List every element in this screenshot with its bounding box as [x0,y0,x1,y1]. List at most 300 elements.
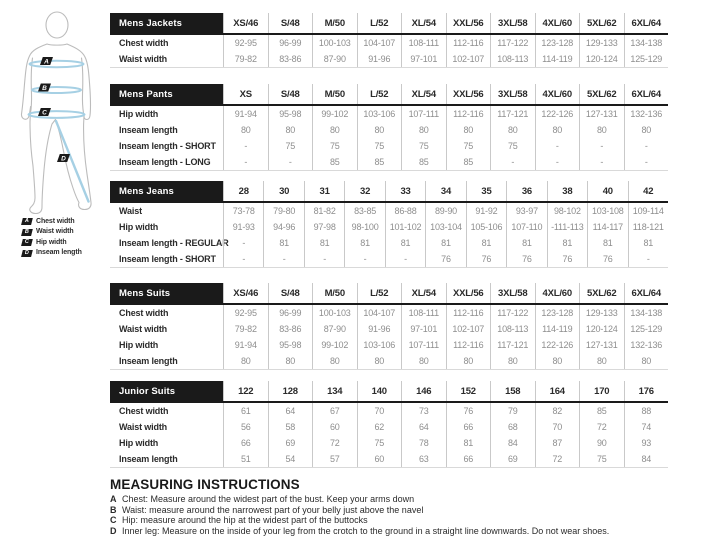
value-cell: 129-133 [579,35,624,51]
badge-inseam [57,154,70,162]
value-cell: 66 [446,451,491,467]
value-cell: - [268,154,313,170]
value-cell: 125-129 [624,51,669,67]
value-cell: 80 [268,353,313,369]
value-cell: 80 [535,122,580,138]
value-cell: 120-124 [579,51,624,67]
value-cell: 114-117 [587,219,627,235]
value-cell: 72 [535,451,580,467]
value-cell: 108-113 [490,51,535,67]
size-header: 152 [446,381,491,401]
row-label: Inseam length - LONG [119,157,211,167]
value-cell: 97-98 [304,219,344,235]
value-cell: 84 [624,451,669,467]
table-row [110,203,668,219]
legend-badge-letter: C [25,238,29,245]
value-cell: 58 [268,419,313,435]
legend-badge [21,218,33,225]
value-cell: 81 [587,235,627,251]
size-header: 42 [628,181,668,201]
table-header-row [110,181,668,203]
svg-text:A: A [44,58,49,66]
figure-inner-arm-right [82,58,84,113]
size-header: 176 [624,381,669,401]
value-cell: 81 [446,435,491,451]
value-cell: 81 [466,235,506,251]
value-cell: - [223,154,268,170]
value-cell: - [579,154,624,170]
row-label: Inseam length - SHORT [119,254,216,264]
legend-item-chest-width [22,216,82,227]
value-cell: 80 [357,122,402,138]
value-cell: 81 [263,235,303,251]
value-cell: 134-138 [624,35,669,51]
table-row [110,403,668,419]
size-header: 3XL/58 [490,13,535,33]
value-cell: - [223,235,263,251]
value-cell: 80 [579,122,624,138]
legend-label: Hip width [36,238,67,246]
value-cell: 91-96 [357,51,402,67]
svg-text:B: B [42,84,47,92]
value-cell: 94-96 [263,219,303,235]
size-header: XS/46 [223,13,268,33]
table-row [110,353,668,369]
value-cell: 81 [385,235,425,251]
value-cell: 98-100 [344,219,384,235]
size-header: XXL/56 [446,13,491,33]
value-cell: 68 [490,419,535,435]
size-header: 4XL/60 [535,283,580,303]
value-cell: 90 [579,435,624,451]
value-cell: - [579,138,624,154]
size-header: 170 [579,381,624,401]
value-cell: 122-126 [535,106,580,122]
value-cell: 89-90 [425,203,465,219]
value-cell: 66 [223,435,268,451]
table-row [110,337,668,353]
size-header: 122 [223,381,268,401]
value-cell: 97-101 [401,321,446,337]
value-cell: - [344,251,384,267]
value-cell: 123-128 [535,305,580,321]
value-cell: 92-95 [223,305,268,321]
value-cell: 79-82 [223,321,268,337]
instruction-text: Waist: measure around the narrowest part of your belly just above the navel [122,504,424,515]
size-header: L/52 [357,84,402,104]
value-cell: 75 [490,138,535,154]
row-label: Waist width [119,54,168,64]
value-cell: 54 [268,451,313,467]
value-cell: 114-119 [535,51,580,67]
size-header: 134 [312,381,357,401]
value-cell: 91-96 [357,321,402,337]
value-cell: 80 [268,122,313,138]
size-table-junior-suits [110,381,668,468]
value-cell: 80 [446,353,491,369]
table-row [110,122,668,138]
value-cell: 101-102 [385,219,425,235]
table-row [110,251,668,267]
size-header: 6XL/64 [624,13,669,33]
value-cell: 79-80 [263,203,303,219]
legend-badge [21,229,33,236]
value-cell: 87-90 [312,321,357,337]
value-cell: - [628,251,668,267]
size-header: L/52 [357,283,402,303]
table-title: Mens Jeans [110,181,223,201]
value-cell: 75 [312,138,357,154]
value-cell: 132-136 [624,337,669,353]
size-header: 31 [304,181,344,201]
value-cell: 80 [535,353,580,369]
value-cell: 134-138 [624,305,669,321]
value-cell: - [624,138,669,154]
table-title: Junior Suits [110,381,223,401]
size-header: 30 [263,181,303,201]
value-cell: - [624,154,669,170]
instruction-line-b [110,505,690,516]
figure-legend [22,216,82,258]
value-cell: 76 [587,251,627,267]
svg-text:C: C [42,109,47,117]
legend-label: Waist width [36,228,74,236]
legend-label: Chest width [36,217,75,225]
size-header: XL/54 [401,84,446,104]
value-cell: 112-116 [446,35,491,51]
size-header: S/48 [268,84,313,104]
legend-item-waist-width [22,227,82,238]
instruction-line-d [110,526,690,537]
row-label: Inseam length [119,356,178,366]
value-cell: 98-102 [547,203,587,219]
badge-hip [38,108,51,116]
value-cell: 57 [312,451,357,467]
legend-item-hip-width [22,237,82,248]
value-cell: 80 [357,353,402,369]
table-header-row [110,13,668,35]
legend-badge-letter: A [25,217,29,224]
value-cell: 91-93 [223,219,263,235]
table-row [110,35,668,51]
value-cell: 91-94 [223,106,268,122]
value-cell: 100-103 [312,305,357,321]
table-row [110,305,668,321]
size-header: 35 [466,181,506,201]
row-label: Inseam length [119,125,178,135]
value-cell: 99-102 [312,337,357,353]
value-cell: - [223,251,263,267]
table-title: Mens Suits [110,283,223,303]
size-header: 146 [401,381,446,401]
value-cell: 80 [312,353,357,369]
size-header: 40 [587,181,627,201]
value-cell: 123-128 [535,35,580,51]
value-cell: 86-88 [385,203,425,219]
size-header: M/50 [312,13,357,33]
value-cell: 127-131 [579,337,624,353]
value-cell: 129-133 [579,305,624,321]
value-cell: 103-108 [587,203,627,219]
value-cell: - [535,138,580,154]
value-cell: 108-111 [401,35,446,51]
row-label: Chest width [119,38,169,48]
value-cell: 80 [490,122,535,138]
value-cell: 95-98 [268,337,313,353]
value-cell: 103-104 [425,219,465,235]
value-cell: 103-106 [357,337,402,353]
value-cell: 105-106 [466,219,506,235]
value-cell: 81 [344,235,384,251]
value-cell: 83-85 [344,203,384,219]
size-header: 4XL/60 [535,84,580,104]
row-label: Inseam length - REGULAR [119,238,229,248]
legend-badge [21,239,33,246]
value-cell: - [304,251,344,267]
value-cell: - [263,251,303,267]
value-cell: 112-116 [446,305,491,321]
badge-chest [40,57,53,65]
value-cell: 73-78 [223,203,263,219]
value-cell: 72 [579,419,624,435]
instruction-key: A [110,494,117,504]
value-cell: 93-97 [506,203,546,219]
size-header: 33 [385,181,425,201]
size-header: 36 [506,181,546,201]
value-cell: 95-98 [268,106,313,122]
table-row [110,451,668,467]
size-header: 5XL/62 [579,13,624,33]
figure-head [46,12,68,38]
value-cell: -111-113 [547,219,587,235]
value-cell: 81 [304,235,344,251]
value-cell: 80 [401,353,446,369]
value-cell: 88 [624,403,669,419]
size-header: S/48 [268,13,313,33]
value-cell: 76 [547,251,587,267]
row-label: Chest width [119,308,169,318]
value-cell: 96-99 [268,35,313,51]
value-cell: - [223,138,268,154]
value-cell: 83-86 [268,321,313,337]
size-header: XXL/56 [446,283,491,303]
table-row [110,435,668,451]
legend-badge-letter: B [25,228,29,234]
size-header: 128 [268,381,313,401]
value-cell: 80 [446,122,491,138]
size-header: M/50 [312,283,357,303]
value-cell: 81-82 [304,203,344,219]
value-cell: 104-107 [357,305,402,321]
value-cell: 85 [579,403,624,419]
table-title: Mens Pants [110,84,223,104]
row-label: Waist width [119,324,168,334]
value-cell: 66 [446,419,491,435]
row-label: Inseam length - SHORT [119,141,216,151]
size-header: L/52 [357,13,402,33]
size-header: XL/54 [401,13,446,33]
value-cell: 132-136 [624,106,669,122]
value-cell: 100-103 [312,35,357,51]
value-cell: 75 [401,138,446,154]
value-cell: 108-111 [401,305,446,321]
table-title: Mens Jackets [110,13,223,33]
value-cell: 75 [268,138,313,154]
row-label: Hip width [119,438,159,448]
size-header: XS/46 [223,283,268,303]
value-cell: 73 [401,403,446,419]
value-cell: 60 [312,419,357,435]
row-label: Waist width [119,422,168,432]
value-cell: 108-113 [490,321,535,337]
size-header: 38 [547,181,587,201]
size-header: 34 [425,181,465,201]
table-row [110,138,668,154]
legend-badge [21,250,33,257]
instructions-title: MEASURING INSTRUCTIONS [110,477,300,492]
size-header: 5XL/62 [579,84,624,104]
value-cell: 117-122 [490,305,535,321]
size-header: XL/54 [401,283,446,303]
value-cell: 114-119 [535,321,580,337]
value-cell: 63 [401,451,446,467]
value-cell: 107-110 [506,219,546,235]
value-cell: 80 [579,353,624,369]
value-cell: 85 [357,154,402,170]
measuring-instructions [110,477,690,536]
value-cell: 107-111 [401,337,446,353]
chest-measure-line [30,61,84,67]
value-cell: 80 [624,122,669,138]
value-cell: 99-102 [312,106,357,122]
value-cell: 107-111 [401,106,446,122]
value-cell: - [535,154,580,170]
body-measurement-figure [0,4,110,216]
instruction-key: B [110,504,117,515]
row-label: Inseam length [119,454,178,464]
instruction-text: Chest: Measure around the widest part of the bust. Keep your arms down [122,494,415,504]
size-table-mens-suits [110,283,668,370]
value-cell: 80 [401,122,446,138]
size-header: 4XL/60 [535,13,580,33]
instruction-line-a [110,494,690,505]
value-cell: 104-107 [357,35,402,51]
size-table-mens-jeans [110,181,668,268]
value-cell: 75 [357,138,402,154]
value-cell: 91-92 [466,203,506,219]
value-cell: 69 [268,435,313,451]
value-cell: 92-95 [223,35,268,51]
value-cell: 76 [425,251,465,267]
value-cell: 80 [490,353,535,369]
row-label: Waist [119,206,142,216]
size-header: 6XL/64 [624,84,669,104]
value-cell: 70 [535,419,580,435]
legend-item-inseam-length [22,248,82,259]
table-row [110,321,668,337]
value-cell: 72 [312,435,357,451]
size-header: 140 [357,381,402,401]
value-cell: 78 [401,435,446,451]
legend-badge-letter: D [25,249,29,255]
size-table-mens-jackets [110,13,668,68]
row-label: Hip width [119,222,159,232]
value-cell: 91-94 [223,337,268,353]
value-cell: 75 [357,435,402,451]
value-cell: 120-124 [579,321,624,337]
table-row [110,106,668,122]
value-cell: 80 [624,353,669,369]
badge-waist [38,84,51,92]
table-header-row [110,84,668,106]
size-header: 28 [223,181,263,201]
value-cell: 118-121 [628,219,668,235]
value-cell: 69 [490,451,535,467]
size-header: 164 [535,381,580,401]
value-cell: 76 [466,251,506,267]
value-cell: - [490,154,535,170]
table-header-row [110,381,668,403]
value-cell: 87-90 [312,51,357,67]
value-cell: 109-114 [628,203,668,219]
value-cell: 85 [312,154,357,170]
value-cell: 80 [223,122,268,138]
value-cell: 117-121 [490,337,535,353]
table-row [110,219,668,235]
table-row [110,51,668,67]
row-label: Hip width [119,109,159,119]
value-cell: 87 [535,435,580,451]
value-cell: 81 [547,235,587,251]
value-cell: 60 [357,451,402,467]
value-cell: 75 [446,138,491,154]
value-cell: 79-82 [223,51,268,67]
value-cell: 102-107 [446,321,491,337]
size-header: 6XL/64 [624,283,669,303]
value-cell: 125-129 [624,321,669,337]
value-cell: 61 [223,403,268,419]
size-header: XXL/56 [446,84,491,104]
row-label: Hip width [119,340,159,350]
value-cell: 93 [624,435,669,451]
instruction-text: Hip: measure around the hip at the widest part of the buttocks [122,515,368,526]
value-cell: 117-122 [490,35,535,51]
value-cell: 102-107 [446,51,491,67]
value-cell: 80 [223,353,268,369]
value-cell: 83-86 [268,51,313,67]
instruction-line-c [110,515,690,526]
instruction-key: D [110,525,117,536]
value-cell: 127-131 [579,106,624,122]
table-row [110,235,668,251]
value-cell: 81 [506,235,546,251]
value-cell: 64 [268,403,313,419]
value-cell: 70 [357,403,402,419]
value-cell: 56 [223,419,268,435]
value-cell: 112-116 [446,106,491,122]
value-cell: 96-99 [268,305,313,321]
value-cell: 81 [425,235,465,251]
value-cell: 84 [490,435,535,451]
instruction-key: C [110,515,117,526]
svg-text:D: D [61,155,66,163]
size-header: 5XL/62 [579,283,624,303]
size-header: 158 [490,381,535,401]
table-row [110,154,668,170]
table-header-row [110,283,668,305]
legend-label: Inseam length [36,249,82,257]
value-cell: 67 [312,403,357,419]
